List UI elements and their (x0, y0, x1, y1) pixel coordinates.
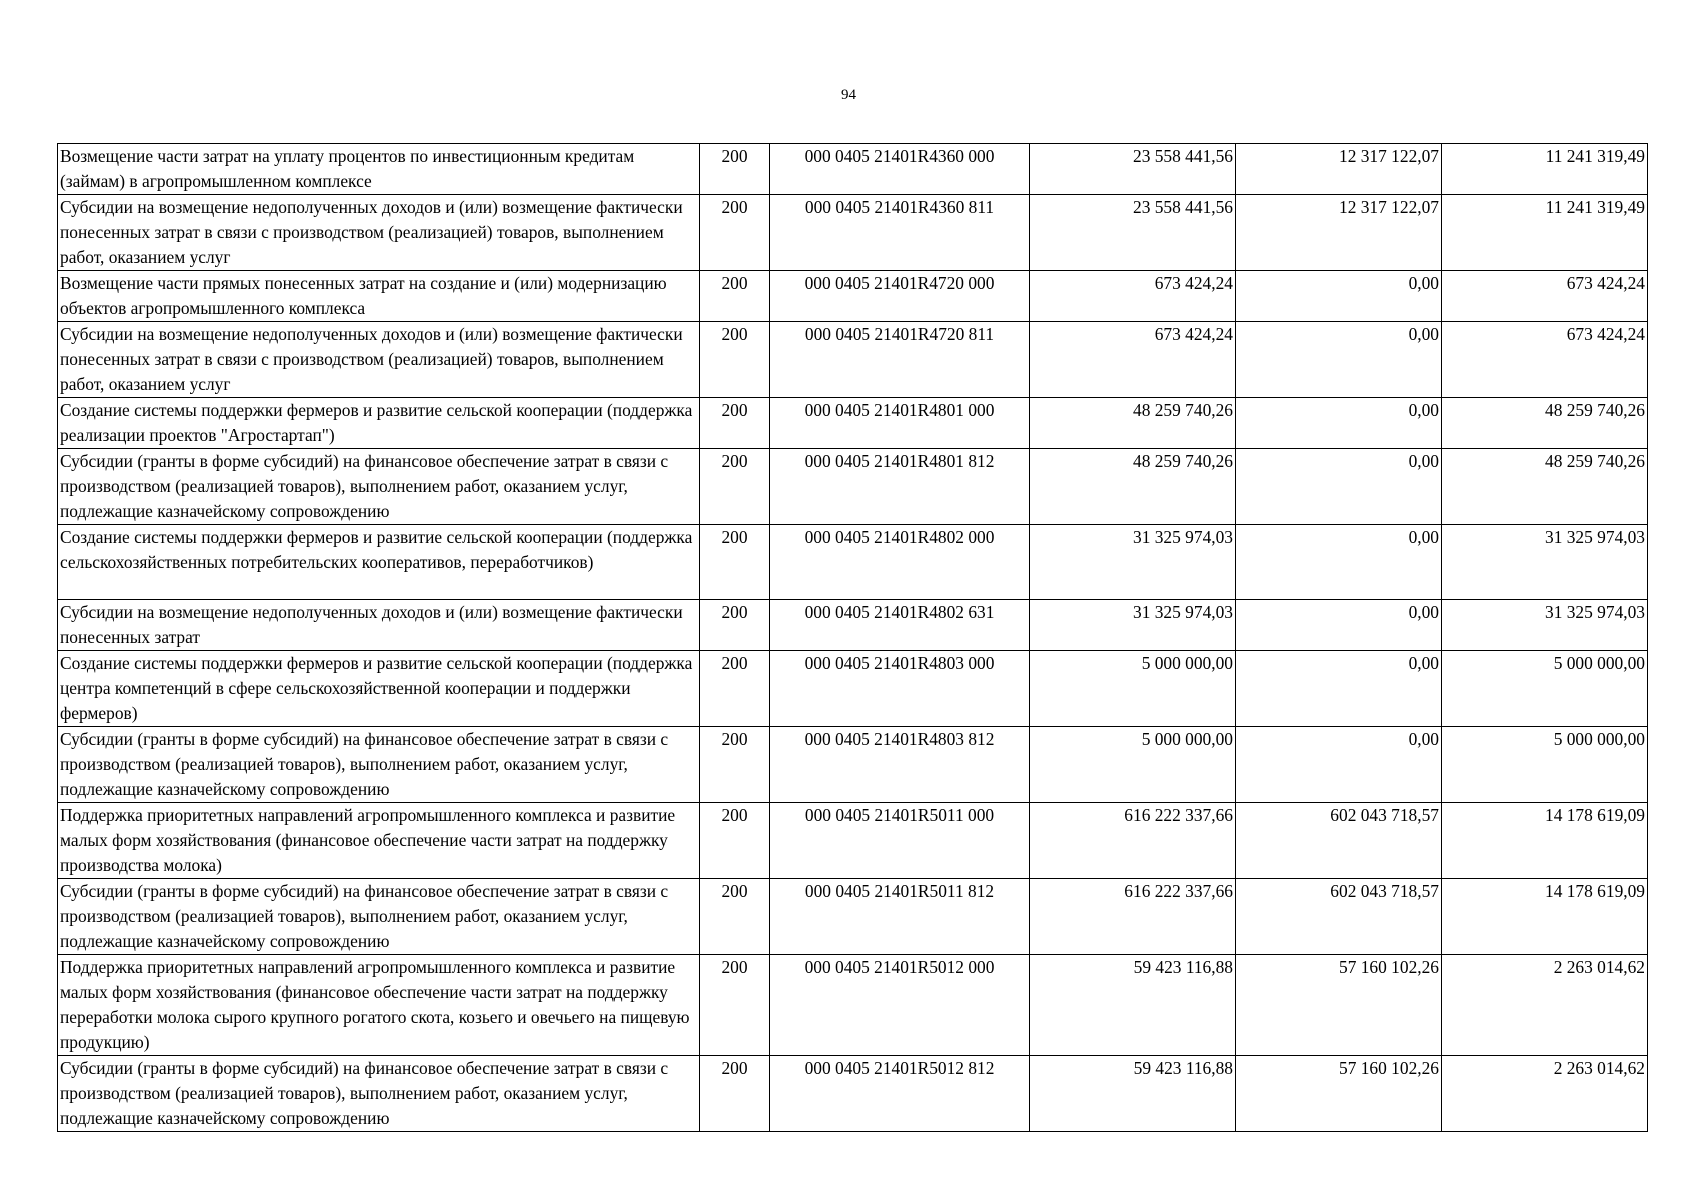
amount-federal: 602 043 718,57 (1236, 879, 1442, 955)
item-name: Субсидии (гранты в форме субсидий) на финансовое обеспечение затрат в связи с производством (реализацией товаров), выполнением работ, оказанием услуг, подлежащие казначейскому сопровождению (58, 1056, 700, 1132)
amount-total: 31 325 974,03 (1030, 525, 1236, 600)
amount-regional: 5 000 000,00 (1442, 651, 1648, 727)
amount-total: 23 558 441,56 (1030, 144, 1236, 195)
item-name: Поддержка приоритетных направлений агропромышленного комплекса и развитие малых форм хозяйствования (финансовое обеспечение части затрат на поддержку переработки молока сырого крупного рогатого скота, козьего и овечьего на пищевую продукцию) (58, 955, 700, 1056)
table-row (58, 144, 1648, 195)
amount-federal: 57 160 102,26 (1236, 955, 1442, 1056)
amount-federal: 57 160 102,26 (1236, 1056, 1442, 1132)
page-number: 94 (841, 87, 856, 103)
item-name: Создание системы поддержки фермеров и развитие сельской кооперации (поддержка реализации проектов "Агростартап") (58, 398, 700, 449)
grbs-code: 200 (700, 271, 770, 322)
budget-classification-code: 000 0405 21401R4720 000 (770, 271, 1030, 322)
item-name: Поддержка приоритетных направлений агропромышленного комплекса и развитие малых форм хозяйствования (финансовое обеспечение части затрат на поддержку производства молока) (58, 803, 700, 879)
table-row (58, 727, 1648, 803)
grbs-code: 200 (700, 803, 770, 879)
table-row (58, 195, 1648, 271)
amount-regional: 673 424,24 (1442, 322, 1648, 398)
grbs-code: 200 (700, 879, 770, 955)
budget-classification-code: 000 0405 21401R5012 000 (770, 955, 1030, 1056)
item-name: Возмещение части затрат на уплату процентов по инвестиционным кредитам (займам) в агропромышленном комплексе (58, 144, 700, 195)
amount-regional: 31 325 974,03 (1442, 525, 1648, 600)
amount-total: 48 259 740,26 (1030, 449, 1236, 525)
amount-regional: 5 000 000,00 (1442, 727, 1648, 803)
amount-total: 5 000 000,00 (1030, 727, 1236, 803)
budget-classification-code: 000 0405 21401R4803 000 (770, 651, 1030, 727)
amount-regional: 2 263 014,62 (1442, 955, 1648, 1056)
amount-total: 23 558 441,56 (1030, 195, 1236, 271)
table-row (58, 271, 1648, 322)
amount-federal: 0,00 (1236, 651, 1442, 727)
grbs-code: 200 (700, 1056, 770, 1132)
grbs-code: 200 (700, 322, 770, 398)
amount-total: 59 423 116,88 (1030, 955, 1236, 1056)
grbs-code: 200 (700, 525, 770, 600)
table-row (58, 803, 1648, 879)
table-row (58, 1056, 1648, 1132)
budget-classification-code: 000 0405 21401R4801 000 (770, 398, 1030, 449)
budget-table-body (58, 144, 1648, 1132)
amount-total: 616 222 337,66 (1030, 879, 1236, 955)
amount-regional: 48 259 740,26 (1442, 398, 1648, 449)
budget-classification-code: 000 0405 21401R4801 812 (770, 449, 1030, 525)
amount-regional: 2 263 014,62 (1442, 1056, 1648, 1132)
amount-federal: 602 043 718,57 (1236, 803, 1442, 879)
amount-total: 48 259 740,26 (1030, 398, 1236, 449)
table-row (58, 525, 1648, 600)
grbs-code: 200 (700, 600, 770, 651)
amount-federal: 0,00 (1236, 398, 1442, 449)
item-name: Создание системы поддержки фермеров и развитие сельской кооперации (поддержка центра компетенций в сфере сельскохозяйственной кооперации и поддержки фермеров) (58, 651, 700, 727)
amount-federal: 0,00 (1236, 271, 1442, 322)
table-row (58, 398, 1648, 449)
budget-classification-code: 000 0405 21401R5011 812 (770, 879, 1030, 955)
grbs-code: 200 (700, 144, 770, 195)
grbs-code: 200 (700, 398, 770, 449)
amount-regional: 14 178 619,09 (1442, 879, 1648, 955)
budget-classification-code: 000 0405 21401R5011 000 (770, 803, 1030, 879)
table-row (58, 449, 1648, 525)
item-name: Субсидии на возмещение недополученных доходов и (или) возмещение фактически понесенных затрат (58, 600, 700, 651)
table-row (58, 322, 1648, 398)
budget-classification-code: 000 0405 21401R4720 811 (770, 322, 1030, 398)
table-row (58, 600, 1648, 651)
grbs-code: 200 (700, 955, 770, 1056)
amount-federal: 0,00 (1236, 727, 1442, 803)
budget-table (57, 143, 1648, 1132)
amount-regional: 14 178 619,09 (1442, 803, 1648, 879)
amount-federal: 12 317 122,07 (1236, 195, 1442, 271)
budget-classification-code: 000 0405 21401R4802 631 (770, 600, 1030, 651)
amount-regional: 48 259 740,26 (1442, 449, 1648, 525)
amount-total: 5 000 000,00 (1030, 651, 1236, 727)
item-name: Субсидии на возмещение недополученных доходов и (или) возмещение фактически понесенных затрат в связи с производством (реализацией) товаров, выполнением работ, оказанием услуг (58, 322, 700, 398)
amount-total: 616 222 337,66 (1030, 803, 1236, 879)
grbs-code: 200 (700, 449, 770, 525)
budget-classification-code: 000 0405 21401R4360 811 (770, 195, 1030, 271)
amount-federal: 0,00 (1236, 322, 1442, 398)
budget-classification-code: 000 0405 21401R4360 000 (770, 144, 1030, 195)
amount-federal: 0,00 (1236, 525, 1442, 600)
amount-regional: 673 424,24 (1442, 271, 1648, 322)
amount-total: 31 325 974,03 (1030, 600, 1236, 651)
amount-total: 673 424,24 (1030, 271, 1236, 322)
budget-classification-code: 000 0405 21401R4802 000 (770, 525, 1030, 600)
budget-classification-code: 000 0405 21401R5012 812 (770, 1056, 1030, 1132)
grbs-code: 200 (700, 651, 770, 727)
amount-regional: 11 241 319,49 (1442, 195, 1648, 271)
table-row (58, 651, 1648, 727)
grbs-code: 200 (700, 727, 770, 803)
item-name: Возмещение части прямых понесенных затрат на создание и (или) модернизацию объектов агропромышленного комплекса (58, 271, 700, 322)
amount-total: 59 423 116,88 (1030, 1056, 1236, 1132)
amount-federal: 0,00 (1236, 600, 1442, 651)
table-row (58, 879, 1648, 955)
item-name: Субсидии (гранты в форме субсидий) на финансовое обеспечение затрат в связи с производством (реализацией товаров), выполнением работ, оказанием услуг, подлежащие казначейскому сопровождению (58, 449, 700, 525)
item-name: Субсидии (гранты в форме субсидий) на финансовое обеспечение затрат в связи с производством (реализацией товаров), выполнением работ, оказанием услуг, подлежащие казначейскому сопровождению (58, 879, 700, 955)
amount-federal: 0,00 (1236, 449, 1442, 525)
grbs-code: 200 (700, 195, 770, 271)
budget-classification-code: 000 0405 21401R4803 812 (770, 727, 1030, 803)
amount-regional: 11 241 319,49 (1442, 144, 1648, 195)
amount-federal: 12 317 122,07 (1236, 144, 1442, 195)
item-name: Субсидии (гранты в форме субсидий) на финансовое обеспечение затрат в связи с производством (реализацией товаров), выполнением работ, оказанием услуг, подлежащие казначейскому сопровождению (58, 727, 700, 803)
item-name: Субсидии на возмещение недополученных доходов и (или) возмещение фактически понесенных затрат в связи с производством (реализацией) товаров, выполнением работ, оказанием услуг (58, 195, 700, 271)
table-row (58, 955, 1648, 1056)
item-name: Создание системы поддержки фермеров и развитие сельской кооперации (поддержка сельскохозяйственных потребительских кооперативов, переработчиков) (58, 525, 700, 600)
amount-regional: 31 325 974,03 (1442, 600, 1648, 651)
amount-total: 673 424,24 (1030, 322, 1236, 398)
